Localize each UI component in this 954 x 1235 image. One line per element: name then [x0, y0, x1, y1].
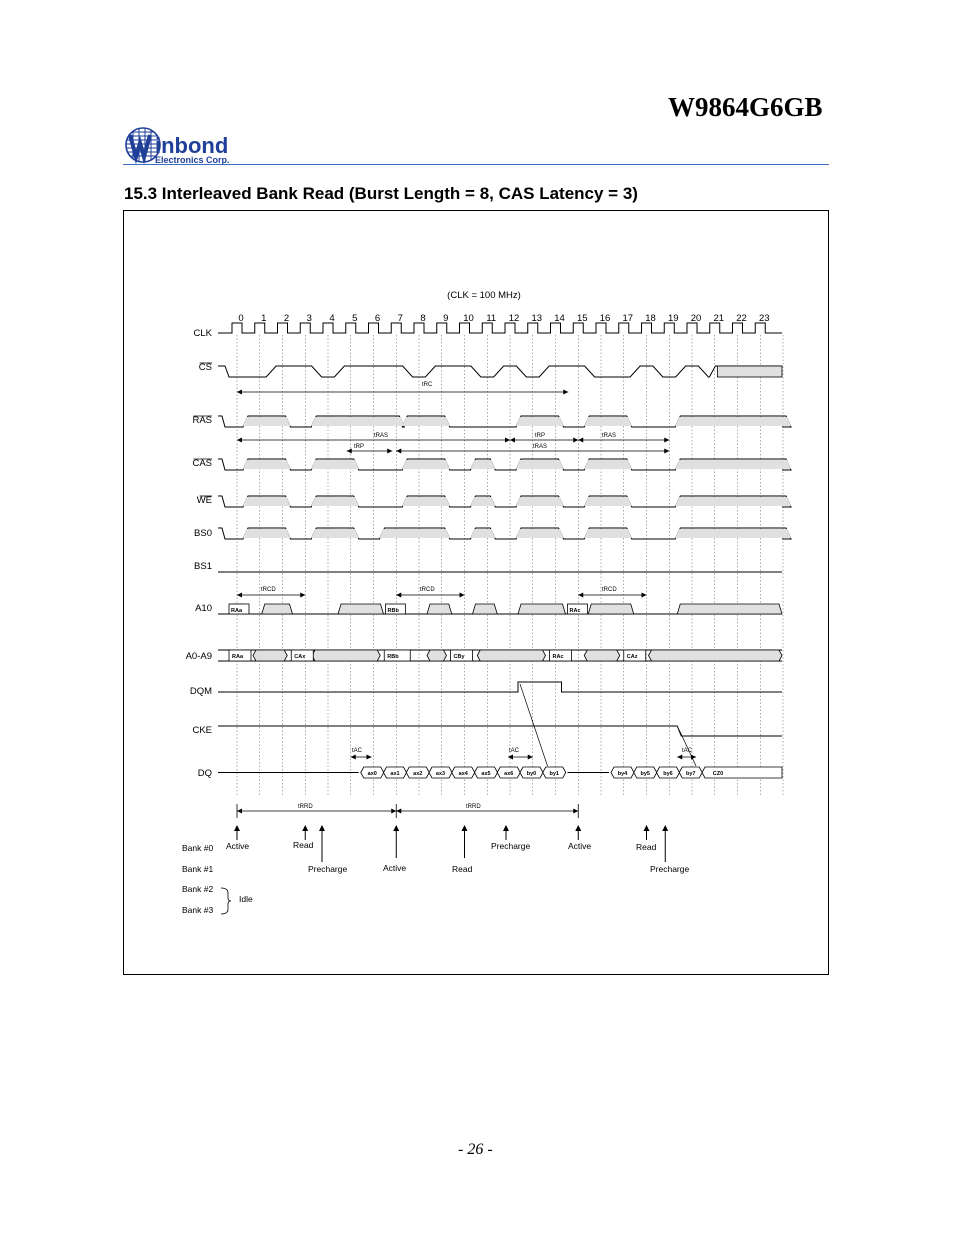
a0a9-value-caz: CAz: [626, 654, 638, 660]
trc-label: tRC: [422, 382, 433, 388]
dq-value-by5: by5: [640, 771, 650, 777]
command-read-3-arrow-head: [644, 825, 650, 831]
cke-waveform: [218, 726, 782, 736]
idle-brace: [221, 888, 231, 914]
command-read-1: Read: [293, 840, 314, 850]
a0a9-bus-segment: [427, 650, 447, 661]
cas-pulse-5: [584, 460, 632, 469]
clock-number-2: 2: [283, 313, 290, 324]
bs0-pulse-1: [311, 529, 359, 538]
bank-0-label: Bank #0: [182, 843, 214, 853]
trcd-arrow-1-head-left: [237, 593, 242, 598]
tras-label-3: tRAS: [602, 433, 617, 439]
cas-pulse-2: [402, 460, 450, 469]
clk-waveform: [218, 323, 782, 333]
command-precharge-2: Precharge: [491, 841, 531, 851]
tras-label-2: tRAS: [533, 444, 548, 450]
bs0-pulse-5: [584, 529, 632, 538]
clock-number-9: 9: [443, 313, 449, 324]
a10-value-rbb: RBb: [387, 608, 399, 614]
cas-label: CAS: [192, 458, 212, 469]
trrd-arrow-1-head-right: [391, 809, 396, 814]
clock-number-4: 4: [329, 313, 335, 324]
cke-label: CKE: [192, 725, 212, 736]
trp-arrow-1-head-right: [387, 449, 392, 454]
trc-arrow-head-left: [237, 390, 242, 395]
tac-arrow-1-head-left: [351, 755, 356, 760]
a0a9-label: A0-A9: [185, 651, 212, 662]
page-number: - 26 -: [458, 1141, 493, 1158]
dq-value-ax2: ax2: [413, 771, 423, 777]
clock-number-3: 3: [306, 313, 312, 324]
tac-arrow-2-head-right: [528, 755, 533, 760]
trcd-arrow-3-head-right: [642, 593, 647, 598]
clock-number-6: 6: [374, 313, 381, 324]
trcd-label-3: tRCD: [602, 587, 617, 593]
trcd-label-1: tRCD: [261, 587, 276, 593]
tac-arrow-3-head-left: [677, 755, 682, 760]
clock-number-17: 17: [622, 313, 634, 324]
tac-arrow-1-head-right: [367, 755, 372, 760]
tras-arrow-1-head-left: [237, 438, 242, 443]
we-pulse-5: [584, 497, 632, 506]
tras-arrow-1-head-right: [505, 438, 510, 443]
we-pulse-0: [243, 497, 291, 506]
trp-arrow-1-head-left: [347, 449, 352, 454]
a10-bus-segment: [518, 604, 566, 614]
bs0-pulse-3: [471, 529, 496, 538]
a10-bus-segment: [262, 604, 293, 614]
tac-arrow-2-head-left: [508, 755, 513, 760]
we-label: WE: [196, 495, 212, 506]
ras-pulse-5: [675, 417, 791, 426]
document-part-number: W9864G6GB: [668, 92, 823, 122]
trcd-arrow-3-head-left: [578, 593, 583, 598]
trrd-arrow-2-head-left: [396, 809, 401, 814]
cs-label: CS: [198, 362, 212, 373]
a10-value-rac: RAc: [569, 608, 581, 614]
command-precharge-2-arrow-head: [503, 825, 509, 831]
dq-value-ax4: ax4: [458, 771, 468, 777]
trp-label-1: tRP: [354, 444, 365, 450]
dqm-label: DQM: [189, 686, 212, 697]
trp-label-2: tRP: [535, 433, 546, 439]
command-precharge-1-arrow-head: [319, 825, 325, 831]
a0a9-value-rac: RAc: [552, 654, 564, 660]
dq-value-by7: by7: [686, 771, 696, 777]
dqm-dq-arrow: [520, 684, 548, 766]
clock-number-22: 22: [736, 313, 747, 324]
trcd-arrow-1-head-right: [300, 593, 305, 598]
cs-waveform: [218, 366, 782, 377]
clock-number-8: 8: [420, 313, 426, 324]
a10-bus-segment: [427, 604, 452, 614]
command-read-2: Read: [452, 864, 473, 874]
clock-number-12: 12: [508, 313, 520, 324]
trrd-label-1: tRRD: [298, 804, 313, 810]
a0a9-bus-segment: [584, 650, 620, 661]
dqm-waveform: [218, 682, 782, 692]
tras-label-1: tRAS: [374, 433, 389, 439]
bs1-label: BS1: [194, 561, 212, 572]
trc-arrow-head-right: [563, 390, 568, 395]
clock-number-13: 13: [531, 313, 543, 324]
cs-dontcare: [717, 366, 782, 377]
command-read-3: Read: [636, 842, 657, 852]
we-pulse-3: [471, 497, 496, 506]
command-read-2-arrow-head: [462, 825, 468, 831]
clock-number-5: 5: [352, 313, 358, 324]
trcd-arrow-2-head-right: [460, 593, 465, 598]
cas-pulse-3: [471, 460, 496, 469]
command-precharge-1: Precharge: [308, 864, 348, 874]
clock-number-20: 20: [690, 313, 702, 324]
clock-note: (CLK = 100 MHz): [447, 290, 521, 301]
dq-value-ax1: ax1: [390, 771, 400, 777]
clock-number-18: 18: [645, 313, 656, 324]
tras-arrow-2-head-left: [396, 449, 401, 454]
tras-arrow-2-head-right: [664, 449, 669, 454]
dq-value-cz0: CZ0: [712, 771, 724, 777]
ras-pulse-3: [516, 417, 564, 426]
trrd-label-2: tRRD: [466, 804, 481, 810]
a10-bus-segment: [588, 604, 634, 614]
dq-value-ax3: ax3: [435, 771, 446, 777]
cas-pulse-1: [311, 460, 359, 469]
dq-value-by4: by4: [617, 771, 628, 777]
a0a9-value-cax: CAx: [294, 654, 306, 660]
a0a9-bus-segment: [477, 650, 545, 661]
dq-value-ax0: ax0: [367, 771, 377, 777]
command-active-3-arrow-head: [575, 825, 581, 831]
tac-label-3: tAC: [682, 748, 693, 754]
a0a9-bus-segment: [649, 650, 783, 661]
ras-label: RAS: [192, 415, 212, 426]
ras-pulse-4: [584, 417, 632, 426]
svg-text:Electronics Corp.: Electronics Corp.: [155, 155, 230, 165]
trrd-arrow-2-head-right: [573, 809, 578, 814]
command-active-1: Active: [226, 841, 250, 851]
we-pulse-2: [402, 497, 450, 506]
clock-number-7: 7: [397, 313, 403, 324]
command-active-2: Active: [383, 863, 407, 873]
tras-arrow-3-head-right: [664, 438, 669, 443]
command-precharge-3: Precharge: [650, 864, 690, 874]
dq-value-ax6: ax6: [504, 771, 514, 777]
dq-value-ax5: ax5: [481, 771, 491, 777]
we-pulse-4: [516, 497, 564, 506]
bs0-pulse-6: [675, 529, 791, 538]
bs0-pulse-0: [243, 529, 291, 538]
clock-number-16: 16: [599, 313, 611, 324]
command-active-1-arrow-head: [234, 825, 240, 831]
command-read-1-arrow-head: [302, 825, 308, 831]
bs0-pulse-2: [380, 529, 450, 538]
bank-1-label: Bank #1: [182, 864, 214, 874]
clk-label: CLK: [193, 328, 212, 339]
ras-pulse-2: [402, 417, 450, 426]
bank-2-label: Bank #2: [182, 884, 214, 894]
ras-pulse-0: [243, 417, 291, 426]
clock-number-19: 19: [667, 313, 679, 324]
a0a9-value-cby: CBy: [453, 654, 465, 660]
tac-arrow-3-head-right: [691, 755, 696, 760]
cas-pulse-6: [675, 460, 791, 469]
dq-value-by6: by6: [663, 771, 673, 777]
a10-bus-segment: [677, 604, 782, 614]
bank-3-label: Bank #3: [182, 905, 214, 915]
clock-number-0: 0: [238, 313, 244, 324]
clock-number-10: 10: [463, 313, 474, 324]
we-pulse-1: [311, 497, 359, 506]
we-pulse-6: [675, 497, 791, 506]
a0a9-value-raa: RAa: [232, 654, 244, 660]
clock-number-11: 11: [486, 313, 497, 324]
ras-pulse-1: [311, 417, 404, 426]
clock-number-1: 1: [261, 313, 267, 324]
svg-text:inbond: inbond: [155, 133, 229, 158]
bs0-pulse-4: [516, 529, 564, 538]
command-active-2-arrow-head: [393, 825, 399, 831]
tac-label-2: tAC: [509, 748, 520, 754]
command-active-3: Active: [568, 841, 592, 851]
command-precharge-3-arrow-head: [662, 825, 668, 831]
dq-value-by1: by1: [549, 771, 559, 777]
a10-bus-segment: [338, 604, 384, 614]
cas-pulse-0: [243, 460, 291, 469]
trp-arrow-2-head-right: [573, 438, 578, 443]
idle-label: Idle: [239, 894, 253, 904]
dq-label: DQ: [197, 768, 212, 779]
clock-number-23: 23: [758, 313, 770, 324]
bs0-label: BS0: [194, 528, 212, 539]
a0a9-bus-segment: [312, 650, 380, 661]
tras-arrow-3-head-left: [578, 438, 583, 443]
a10-bus-segment: [473, 604, 498, 614]
clock-number-14: 14: [554, 313, 565, 324]
trp-arrow-2-head-left: [510, 438, 515, 443]
a10-value-raa: RAa: [231, 608, 243, 614]
section-heading: 15.3 Interleaved Bank Read (Burst Length = 8, CAS Latency = 3): [124, 184, 638, 203]
trrd-arrow-1-head-left: [237, 809, 242, 814]
trcd-label-2: tRCD: [420, 587, 435, 593]
tac-label-1: tAC: [352, 748, 363, 754]
cas-pulse-4: [516, 460, 564, 469]
clock-number-21: 21: [713, 313, 725, 324]
clock-number-15: 15: [576, 313, 588, 324]
trcd-arrow-2-head-left: [396, 593, 401, 598]
a0a9-value-rbb: RBb: [387, 654, 399, 660]
dq-value-by0: by0: [526, 771, 537, 777]
a10-label: A10: [195, 603, 212, 614]
a0a9-bus-segment: [253, 650, 287, 661]
